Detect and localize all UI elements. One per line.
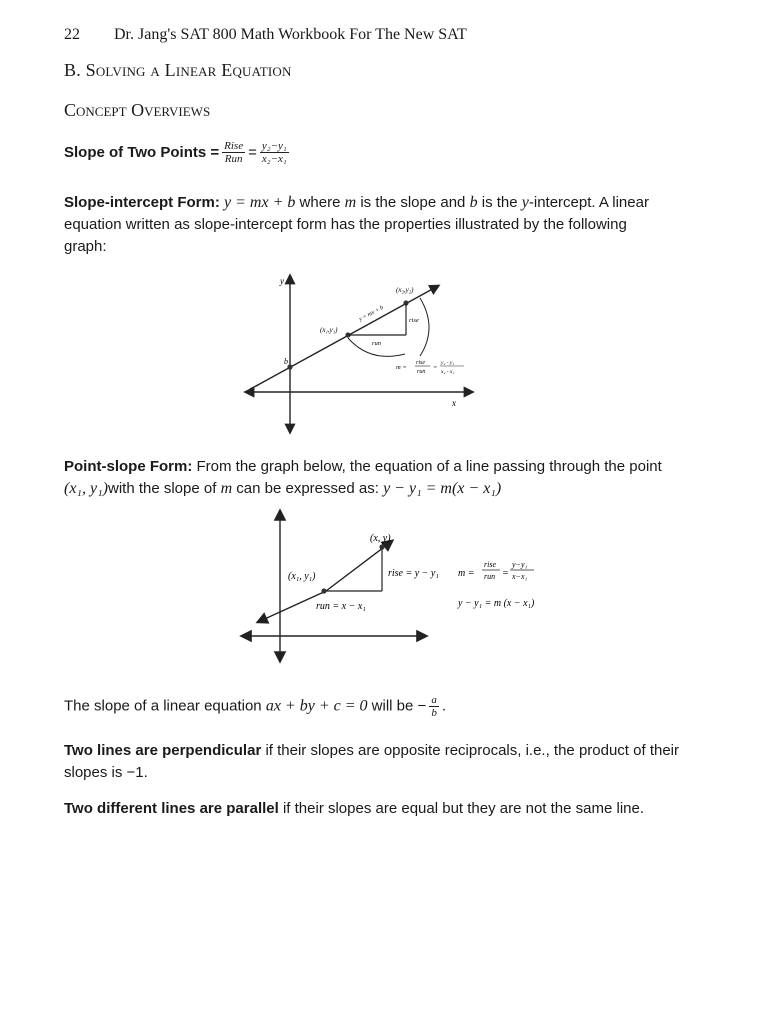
rise-run-fraction <box>222 140 245 165</box>
text-span: The slope of a linear equation <box>64 697 266 715</box>
text-span: can be expressed as: <box>232 480 384 497</box>
run-label: run <box>372 340 382 347</box>
a-over-b-fraction <box>429 694 439 719</box>
y-intercept-point <box>287 364 292 369</box>
m-rise-2: rise <box>484 560 496 569</box>
minus-sign: − <box>417 697 427 715</box>
perpendicular-label: Two lines are perpendicular <box>64 742 262 759</box>
text-span: where <box>295 194 345 211</box>
point-x-y-label: (x, y) <box>370 533 391 544</box>
text-span: is the <box>477 194 522 211</box>
var-y: y <box>521 194 529 211</box>
var-m: m <box>220 480 233 497</box>
point-slope-label: Point-slope Form: <box>64 458 193 475</box>
page-header <box>64 26 467 44</box>
fraction-x-diff: x₂−x₁ <box>261 153 287 165</box>
coordinate-fraction <box>260 140 289 165</box>
x-axis-label: x <box>452 398 456 408</box>
line-tail <box>250 385 258 389</box>
y-axis-label: y <box>280 276 284 286</box>
slope-intercept-paragraph <box>64 192 664 258</box>
m-den: x₂ - x₁ <box>441 369 455 375</box>
period: . <box>441 697 446 715</box>
subsection-title: Concept Overviews <box>64 100 211 120</box>
fraction-b: b <box>431 707 437 719</box>
m-run: run <box>417 369 426 375</box>
point-x1-y1: (x₁, y₁) <box>64 480 108 497</box>
general-slope-paragraph <box>64 694 684 719</box>
m-equals-2: m = <box>458 568 475 579</box>
fraction-rise: Rise <box>224 140 244 152</box>
m-run-2: run <box>484 572 496 581</box>
fraction-y-diff: y₂−y₁ <box>261 140 287 152</box>
run-label-2: run = x − x₁ <box>316 601 366 612</box>
var-b: b <box>469 194 478 211</box>
slope-intercept-graph <box>240 268 490 438</box>
point-slope-equation: y − y₁ = m(x − x₁) <box>383 480 502 497</box>
text-span: -intercept. A linear equation written as slope-intercept form has the properties illustrated by the following graph: <box>64 194 649 255</box>
point-slope-graph <box>236 505 576 665</box>
point-x-y-dot <box>379 544 384 549</box>
equals-sign: = <box>248 143 257 161</box>
page-number: 22 <box>64 26 80 43</box>
m-equals: m = <box>396 364 407 371</box>
m-num: y₂ - y₁ <box>441 360 455 366</box>
m-rise: rise <box>416 360 425 366</box>
point-x1-y1-dot <box>321 588 326 593</box>
m-eq-3: = <box>502 568 509 579</box>
book-title: Dr. Jang's SAT 800 Math Workbook For The New SAT <box>114 26 467 43</box>
m-den-2: x−x₁ <box>512 572 528 581</box>
rise-label: rise <box>409 317 419 324</box>
text-span: if their slopes are opposite reciprocals, i.e., the product of their slopes is −1. <box>64 742 679 781</box>
slope-intercept-label: Slope-intercept Form: <box>64 194 220 211</box>
text-span: From the graph below, the equation of a line passing through the point <box>192 458 662 475</box>
b-label: b <box>284 357 288 366</box>
slope-two-points-label: Slope of Two Points = <box>64 143 220 161</box>
section-title: B. Solving a Linear Equation <box>64 60 292 80</box>
rise-label-2: rise = y − y₁ <box>388 568 439 579</box>
m-num-2: y−y₁ <box>512 560 528 569</box>
slope-intercept-equation: y = mx + b <box>224 194 296 211</box>
text-span: if their slopes are equal but they are not the same line. <box>278 800 645 817</box>
var-m: m <box>344 194 357 211</box>
point-2-label: (x₂,y₂) <box>396 286 414 294</box>
fraction-run: Run <box>224 153 243 165</box>
point-slope-graph-equation: y − y₁ = m (x − x₁) <box>458 598 535 609</box>
text-span: is the slope and <box>356 194 470 211</box>
perpendicular-paragraph <box>64 740 684 784</box>
pointer-curve-2 <box>420 298 429 356</box>
text-span: with the slope of <box>107 480 221 497</box>
point-x1-y1-label: (x₁, y₁) <box>288 571 316 582</box>
general-equation: ax + by + c = 0 <box>265 697 368 715</box>
point-slope-paragraph <box>64 456 684 500</box>
parallel-paragraph <box>64 798 684 820</box>
m-eq2: = <box>433 364 438 371</box>
parallel-label: Two different lines are parallel <box>64 800 279 817</box>
slope-two-points <box>64 140 292 165</box>
fraction-a: a <box>431 694 437 706</box>
line-equation-label: y = mx + b <box>358 304 385 323</box>
text-span: will be <box>367 697 418 715</box>
point-1-label: (x₁,y₁) <box>320 326 338 334</box>
